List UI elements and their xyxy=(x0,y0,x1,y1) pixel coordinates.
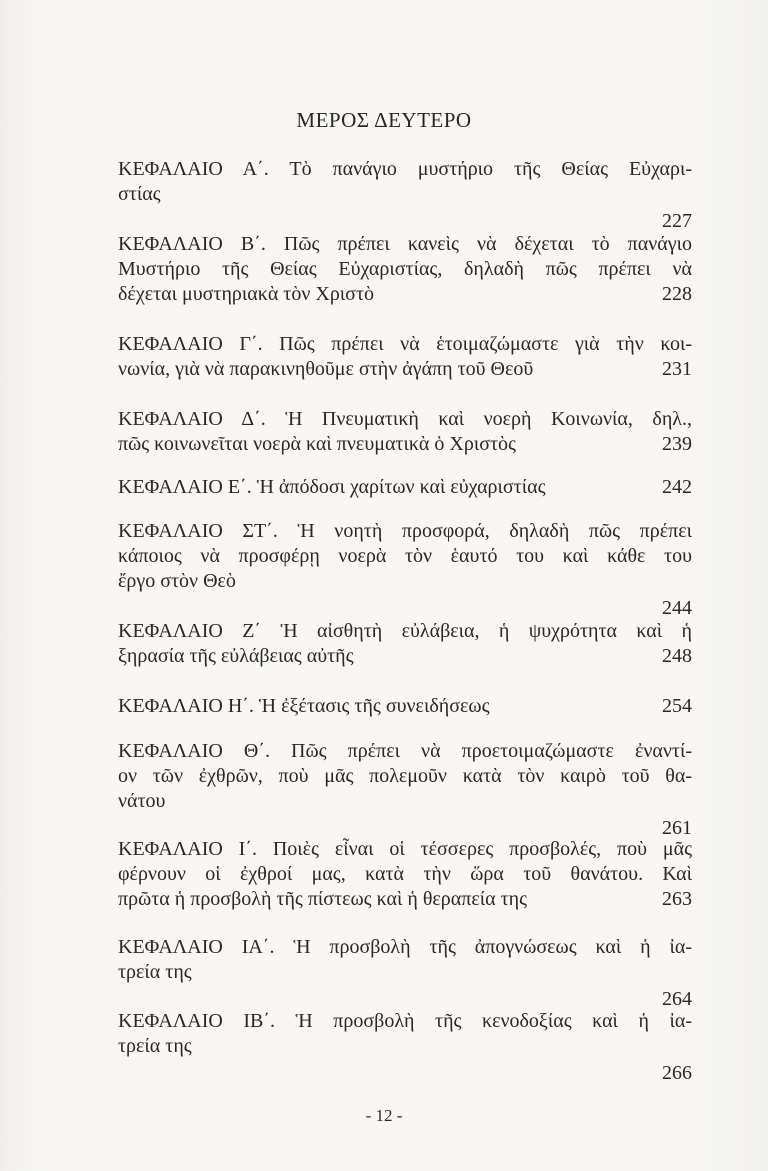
toc-entry-text: πῶς κοινωνεῖται νοερὰ καὶ πνευματικὰ ὁ Χριστὸς xyxy=(118,433,516,455)
toc-entry-text: ἔργο στὸν Θεὸ xyxy=(118,570,236,592)
toc-entry xyxy=(118,935,692,1010)
toc-entry xyxy=(118,837,692,912)
toc-entry-text: ΚΕΦΑΛΑΙΟ Θ΄. Πῶς πρέπει νὰ προετοιμαζώμαστε ἐναντί- xyxy=(118,740,692,762)
toc-page-number: 242 xyxy=(662,476,692,498)
toc-entry-text: νάτου xyxy=(118,790,166,812)
toc-entry-text: τρεία της xyxy=(118,1035,192,1057)
toc-entry-text: ον τῶν ἐχθρῶν, ποὺ μᾶς πολεμοῦν κατὰ τὸν καιρὸ τοῦ θα- xyxy=(118,765,692,787)
toc-page-number: 261 xyxy=(662,817,692,839)
section-heading: ΜΕΡΟΣ ΔΕΥΤΕΡΟ xyxy=(296,108,472,132)
toc-entry-text: Μυστήριο τῆς Θείας Εὐχαριστίας, δηλαδὴ πῶς πρέπει νὰ xyxy=(118,258,692,280)
toc-entry-text: δέχεται μυστηριακὰ τὸν Χριστὸ xyxy=(118,283,374,305)
toc-page-number: 254 xyxy=(662,695,692,717)
toc-entry-text: ΚΕΦΑΛΑΙΟ Ι΄. Ποιὲς εἶναι οἱ τέσσερες προσβολές, ποὺ μᾶς xyxy=(118,838,692,860)
toc-entry xyxy=(118,619,692,669)
toc-entry xyxy=(118,739,692,839)
toc-entry xyxy=(118,407,692,457)
toc-entry-text: ΚΕΦΑΛΑΙΟ ΣΤ΄. Ἡ νοητὴ προσφορά, δηλαδὴ πῶς πρέπει xyxy=(118,520,692,542)
page-number: - 12 - xyxy=(365,1106,403,1125)
toc-entry-text: ΚΕΦΑΛΑΙΟ Ζ΄ Ἡ αἰσθητὴ εὐλάβεια, ἡ ψυχρότητα καὶ ἡ xyxy=(118,620,692,642)
toc-entry xyxy=(118,1009,692,1084)
toc-page-number: 263 xyxy=(662,888,692,910)
toc-entry xyxy=(118,519,692,619)
toc-entry-text: ΚΕΦΑΛΑΙΟ Γ΄. Πῶς πρέπει νὰ ἑτοιμαζώμαστε γιὰ τὴν κοι- xyxy=(118,333,692,355)
toc-entry xyxy=(118,157,692,232)
toc-entry-text: ΚΕΦΑΛΑΙΟ ΙΒ΄. Ἡ προσβολὴ τῆς κενοδοξίας καὶ ἡ ἰα- xyxy=(118,1010,692,1032)
toc-page-number: 239 xyxy=(662,433,692,455)
toc-entry-text: τρεία της xyxy=(118,961,192,983)
toc-entry-text: πρῶτα ἡ προσβολὴ τῆς πίστεως καὶ ἡ θεραπεία της xyxy=(118,888,528,910)
toc-entry xyxy=(118,694,692,719)
toc-entry xyxy=(118,232,692,307)
toc-page-number: 244 xyxy=(662,597,692,619)
toc-entry-text: ΚΕΦΑΛΑΙΟ Ε΄. Ἡ ἀπόδοσι χαρίτων καὶ εὐχαριστίας xyxy=(118,476,546,498)
toc-page-number: 228 xyxy=(662,283,692,305)
toc-entry-text: ΚΕΦΑΛΑΙΟ Β΄. Πῶς πρέπει κανεὶς νὰ δέχεται τὸ πανάγιο xyxy=(118,233,692,255)
toc-entry-text: φέρνουν οἱ ἐχθροί μας, κατὰ τὴν ὥρα τοῦ θανάτου. Καὶ xyxy=(118,863,692,885)
toc-page-number: 227 xyxy=(662,210,692,232)
toc-page-number: 248 xyxy=(662,645,692,667)
toc-page-number: 266 xyxy=(662,1062,692,1084)
toc-entry-text: κάποιος νὰ προσφέρῃ νοερὰ τὸν ἑαυτό του καὶ κάθε του xyxy=(118,545,692,567)
toc-entry-text: ξηρασία τῆς εὐλάβειας αὐτῆς xyxy=(118,645,354,667)
toc-entry-text: ΚΕΦΑΛΑΙΟ ΙΑ΄. Ἡ προσβολὴ τῆς ἀπογνώσεως καὶ ἡ ἰα- xyxy=(118,936,692,958)
toc-page-number: 231 xyxy=(662,358,692,380)
toc-entry xyxy=(118,475,692,500)
toc-entry-text: ΚΕΦΑΛΑΙΟ Η΄. Ἡ ἐξέτασις τῆς συνειδήσεως xyxy=(118,695,490,717)
toc-entry-text: ΚΕΦΑΛΑΙΟ Δ΄. Ἡ Πνευματικὴ καὶ νοερὴ Κοινωνία, δηλ., xyxy=(118,408,692,430)
toc-page-number: 264 xyxy=(662,988,692,1010)
toc-entry-text: στίας xyxy=(118,183,161,205)
toc-entry xyxy=(118,332,692,382)
toc-entry-text: ΚΕΦΑΛΑΙΟ Α΄. Τὸ πανάγιο μυστήριο τῆς Θείας Εὐχαρι- xyxy=(118,158,692,180)
toc-entry-text: νωνία, γιὰ νὰ παρακινηθοῦμε στὴν ἀγάπη τοῦ Θεοῦ xyxy=(118,358,534,380)
